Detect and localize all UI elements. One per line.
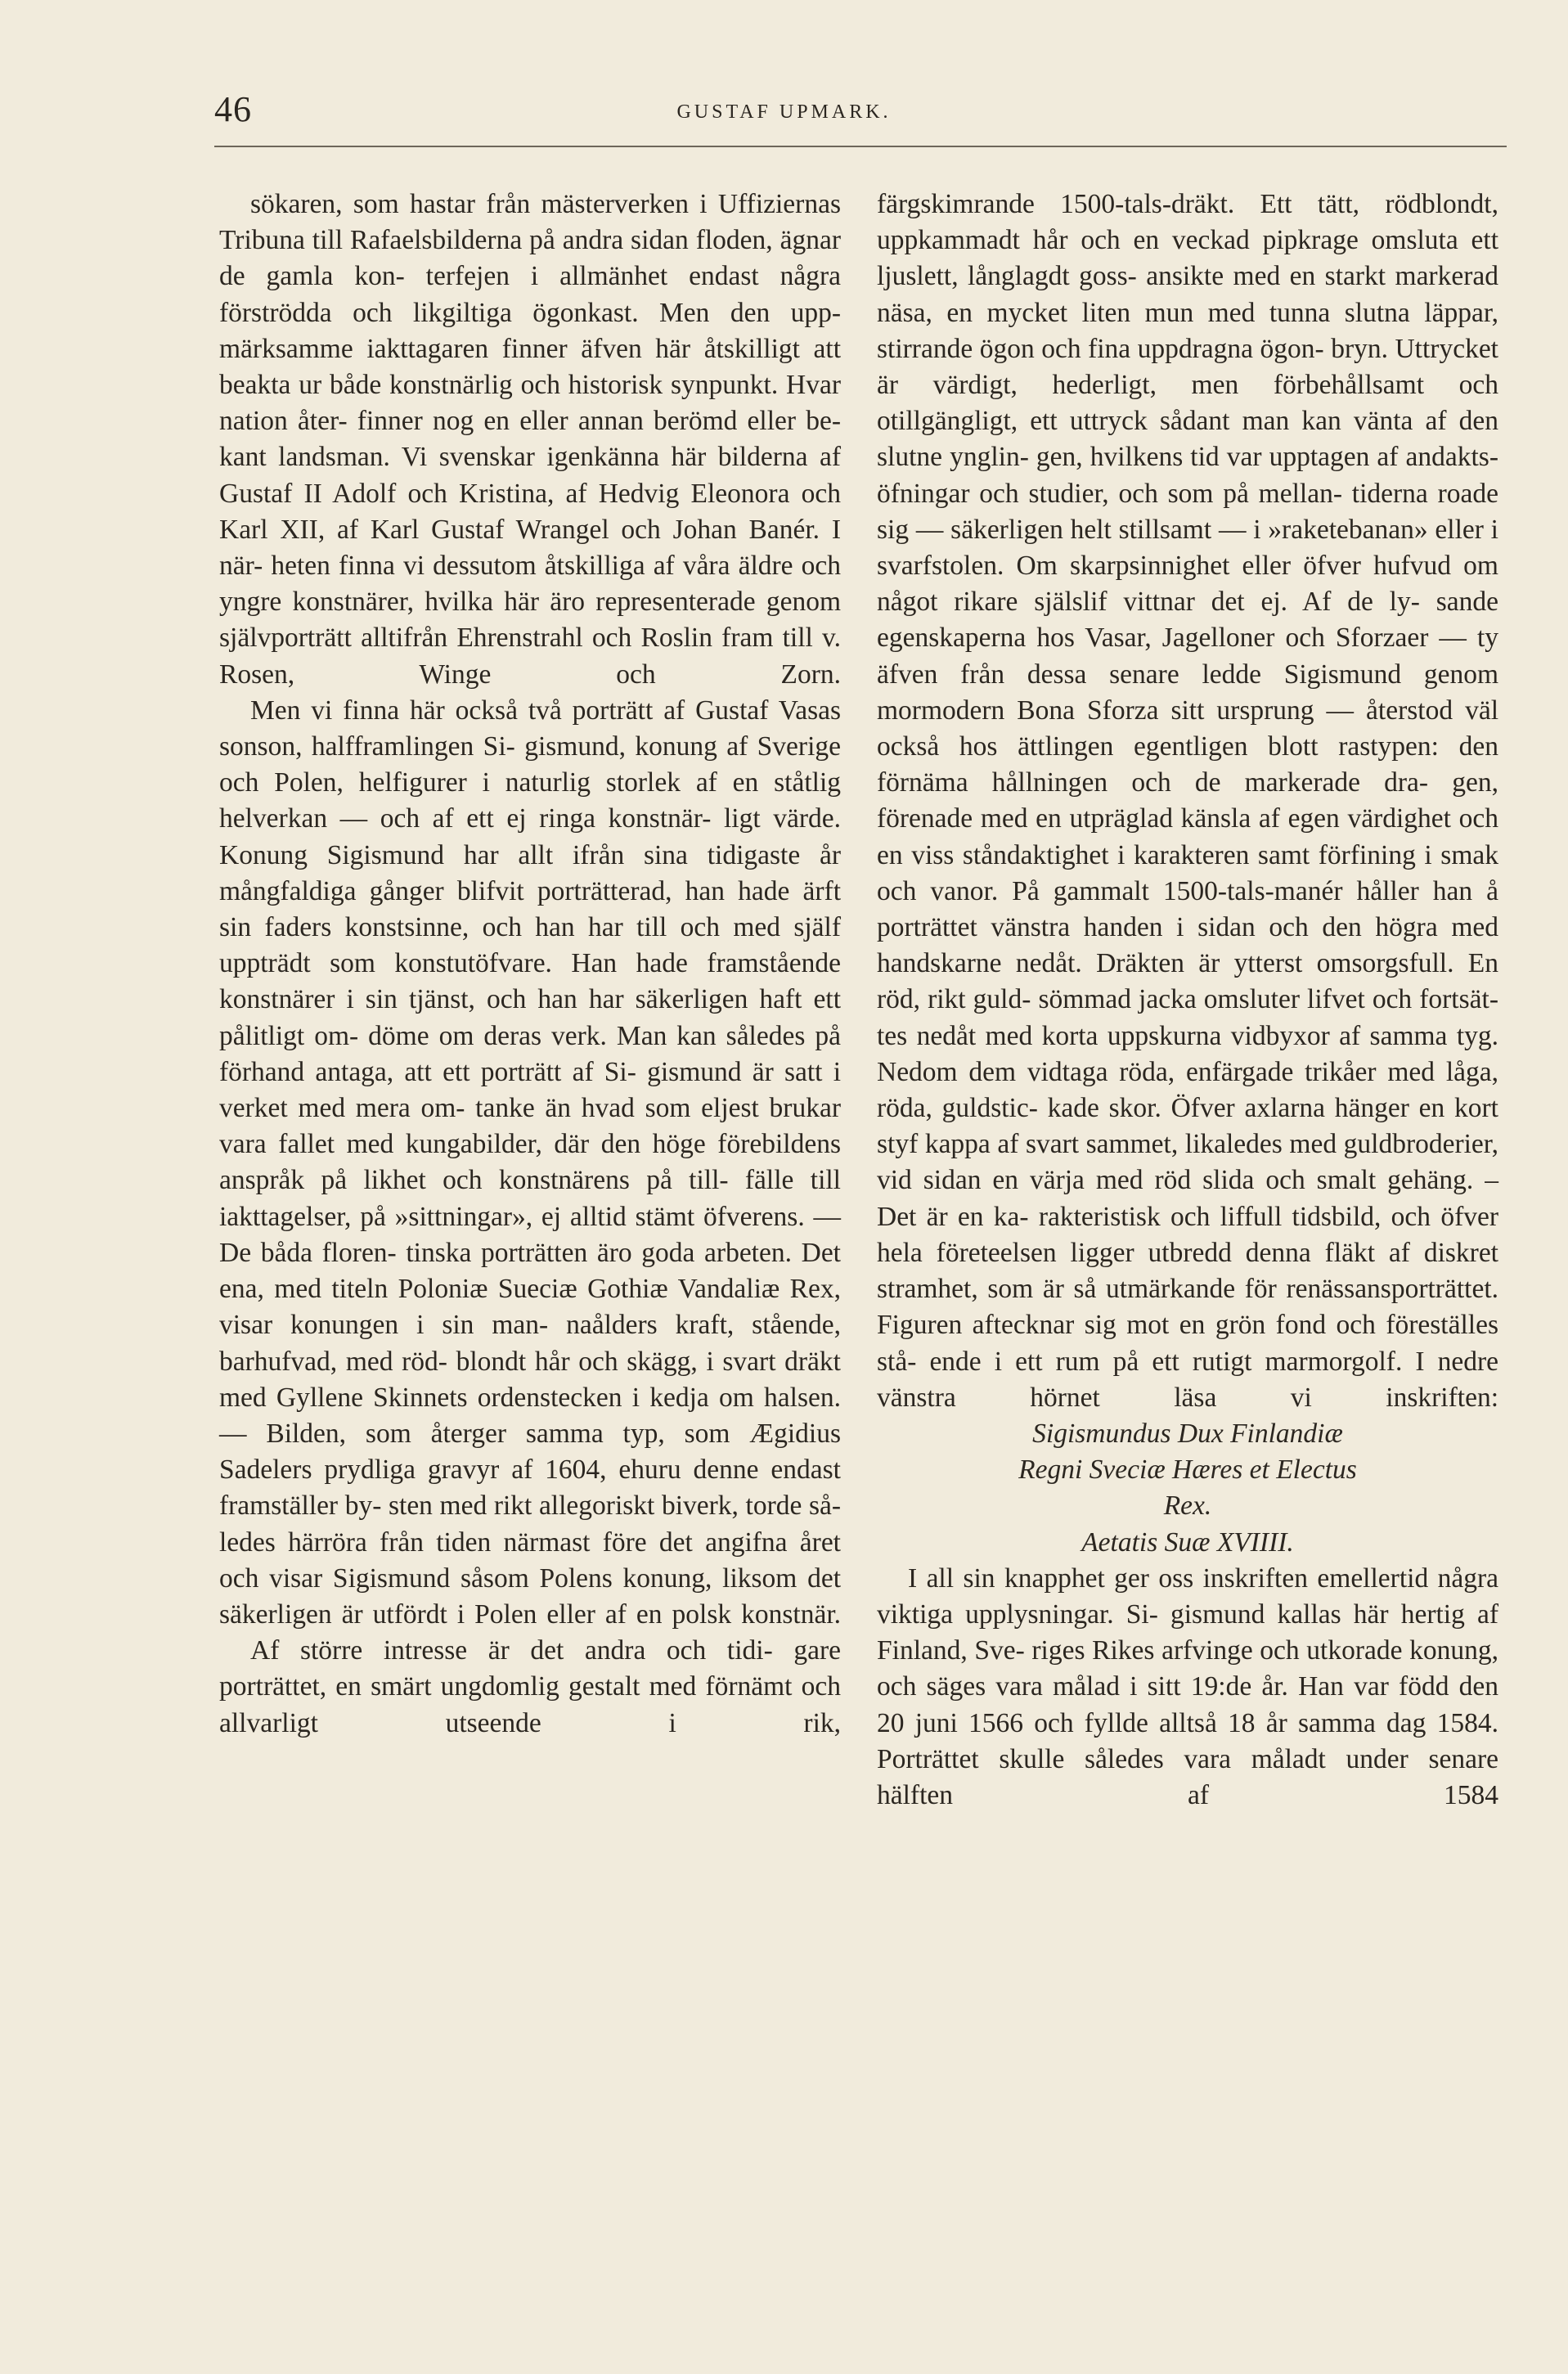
- text-line: den högra med handskarne nedåt. Dräkten: [877, 912, 1498, 979]
- text-line: terfejen i allmänhet endast några förströdda: [219, 261, 841, 328]
- text-line: ledes härröra från tiden närmast före det: [219, 1526, 693, 1558]
- text-line: 1604, ehuru denne endast framställer by-: [219, 1455, 841, 1522]
- text-line: gismund är satt i verket med mera om-: [219, 1056, 841, 1124]
- text-line: åtskilligt att beakta ur både konstnärlig: [219, 333, 842, 401]
- text-line: — i »raketebanan» eller i svarfstolen. Om: [877, 514, 1498, 582]
- text-line: blondt hår och skägg, i svart dräkt med: [219, 1346, 841, 1413]
- text-line: I nedre vänstra hörnet läsa vi inskriften:: [877, 1346, 1499, 1413]
- text-line: anspråk på likhet och konstnärens på till-: [219, 1165, 729, 1196]
- text-line: med kungabilder, där den höge förebildens: [346, 1129, 842, 1160]
- text-line: af Hedvig Eleonora och Karl XII, af Karl: [219, 478, 841, 545]
- right-paragraph-1: [877, 187, 1498, 1416]
- text-line: gen, hvilkens tid var upptagen af andakts-: [1036, 442, 1498, 473]
- text-line: Ehrenstrahl och Roslin fram till v. Rosen,: [219, 623, 842, 690]
- text-line: guldbroderier, vid sidan en värja med röd: [877, 1129, 1498, 1196]
- text-line: halsen. — Bilden, som återger samma typ,: [219, 1382, 841, 1449]
- text-line: märksamme iakttagaren finner äfven här: [219, 333, 691, 364]
- text-line: enfärgade trikåer med låga, röda, guldstic-: [877, 1056, 1498, 1124]
- text-line: tanke än hvad som eljest brukar vara fallet: [219, 1093, 841, 1160]
- text-line: tinska porträtten äro goda arbeten. Det: [406, 1237, 841, 1268]
- text-line: gismund, konung af Sverige och Polen,: [219, 731, 842, 798]
- text-line: öfningar och studier, och som på mellan-: [877, 478, 1342, 509]
- text-line: Sforza sitt ursprung — återstod väl också: [877, 695, 1499, 762]
- text-line: framstående konstnärer i sin tjänst, och: [219, 948, 841, 1015]
- text-line: fälle till iakttagelser, på »sittningar», ej: [219, 1165, 841, 1232]
- text-line: finner nog en eller annan berömd eller be-: [357, 406, 842, 437]
- text-line: andra sidan floden, ägnar de gamla kon-: [219, 225, 842, 292]
- text-line: vanor. På gammalt 1500-tals-manér håller: [930, 875, 1419, 906]
- text-line: alltid stämt öfverens. — De båda floren-: [219, 1201, 842, 1268]
- text-line: konstsinne, och han har till och med själf: [344, 912, 841, 943]
- text-line: tes nedåt med korta uppskurna vidbyxor: [877, 1020, 1330, 1051]
- text-line: Vandaliæ Rex, visar konungen i sin man-: [219, 1274, 841, 1341]
- text-line: helverkan — och af ett ej ringa konstnär-: [219, 803, 712, 834]
- text-line: representerade genom självporträtt alltifrån: [219, 587, 842, 654]
- text-line: Uffiziernas Tribuna till Rafaelsbilderna på: [219, 189, 841, 256]
- text-line: gismund kallas här hertig af Finland, Sve-: [877, 1598, 1499, 1666]
- text-line: han har säkerligen haft ett pålitligt om-: [219, 984, 842, 1051]
- text-line: ansikte med en starkt markerad näsa, en: [877, 261, 1498, 328]
- text-line: förnäma hållningen och de markerade dra-: [877, 767, 1429, 798]
- text-line: samma dag 1584. Porträttet skulle således: [877, 1707, 1498, 1774]
- left-paragraph-1: [219, 187, 841, 693]
- text-line: Men vi finna här också två porträtt: [250, 695, 654, 726]
- text-line: bryn. Uttrycket är värdigt, hederligt, men: [877, 333, 1498, 401]
- text-line: ena, med titeln Poloniæ Sueciæ Gothiæ: [219, 1274, 668, 1305]
- text-line: blifvit porträtterad, han hade ärft sin faders: [219, 875, 842, 943]
- text-line: rödblondt, uppkammadt hår och en veckad: [877, 189, 1498, 256]
- text-line: gare porträttet, en smärt ungdomlig gestalt: [219, 1635, 842, 1702]
- text-line: äldre och yngre konstnärer, hvilka här äro: [219, 551, 842, 618]
- text-line: riges Rikes arfvinge och utkorade konung,: [1031, 1635, 1498, 1666]
- text-line: färgskimrande 1500-tals-dräkt. Ett tätt,: [877, 189, 1360, 219]
- text-line: stirrande ögon och fina uppdragna ögon-: [877, 333, 1324, 364]
- header-rule: [214, 146, 1507, 147]
- text-line: vara måladt under senare hälften af 1584: [877, 1743, 1498, 1810]
- text-line: emellertid några viktiga upplysningar. Si-: [877, 1562, 1498, 1630]
- text-line: uppträdt som konstutöfvare. Han hade: [219, 948, 688, 979]
- right-column: [877, 187, 1498, 1814]
- text-line: af diskret stramhet, som är så utmärkande: [877, 1237, 1498, 1305]
- text-line: Gyllene Skinnets ordenstecken i kedja om: [276, 1382, 754, 1413]
- text-line: egen värdighet och en viss ståndaktighet: [877, 803, 1498, 870]
- text-line: för renässansporträttet. Figuren aftecknar: [877, 1274, 1498, 1341]
- text-line: Winge och Zorn.: [419, 659, 841, 690]
- text-line: kant landsman. Vi svenskar igenkänna här: [219, 442, 707, 473]
- text-line: är ytterst omsorgsfull. En röd, rikt guld-: [877, 948, 1498, 1015]
- text-line: ledde Sigismund genom mormodern Bona: [877, 659, 1498, 726]
- text-line: naålders kraft, stående, barhufvad, med röd-: [219, 1310, 842, 1377]
- text-line: styf kappa af svart sammet, likaledes med: [877, 1129, 1337, 1160]
- text-line: med förnämt och allvarligt utseende i rik,: [219, 1671, 841, 1738]
- left-paragraph-2: [219, 693, 841, 1633]
- text-line: sten med rikt allegoriskt biverk, torde så-: [388, 1490, 842, 1522]
- inscription-line: Sigismundus Dux Finlandiæ: [1032, 1418, 1343, 1449]
- text-line: Gustaf Wrangel och Johan Banér. I när-: [219, 514, 841, 582]
- inscription-line: Regni Sveciæ Hæres et Electus: [1018, 1455, 1357, 1486]
- text-line: angifna året och visar Sigismund såsom: [219, 1526, 841, 1594]
- left-paragraph-3: [219, 1633, 841, 1742]
- text-line: förbehållsamt och otillgängligt, ett uttryck: [877, 370, 1499, 437]
- text-line: i karakteren samt förfining i smak och: [877, 839, 1499, 906]
- text-line: skarpsinnighet eller öfver hufvud om något: [877, 551, 1498, 618]
- text-line: heten finna vi dessutom åtskilliga af våra: [271, 551, 730, 582]
- inscription-line: Rex.: [1163, 1490, 1212, 1522]
- text-line: slida och smalt gehäng. – Det är en ka-: [877, 1165, 1498, 1232]
- text-line: af samma tyg. Nedom dem vidtaga röda,: [877, 1020, 1498, 1087]
- text-line: sökaren, som hastar från mästerverken i: [250, 189, 708, 219]
- running-head: GUSTAF UPMARK.: [676, 101, 892, 123]
- text-line: Polens konung, liksom det säkerligen är: [219, 1562, 842, 1630]
- text-line: sig mot en grön fond och föreställes stå-: [877, 1310, 1498, 1377]
- text-line: hos ättlingen egentligen blott rastypen: den: [959, 731, 1498, 762]
- text-line: af Gustaf Vasas sonson, halfframlingen Si-: [219, 695, 842, 762]
- text-line: sömmad jacka omsluter lifvet och fortsät-: [1038, 984, 1498, 1015]
- text-line: gen, förenade med en utpräglad känsla af: [877, 767, 1499, 834]
- left-column: [219, 187, 841, 1742]
- page-number: 46: [214, 89, 252, 129]
- text-line: helfigurer i naturlig storlek af en ståtlig: [358, 767, 842, 798]
- text-line: född den 20 juni 1566 och fyllde alltså 18 år: [877, 1671, 1498, 1738]
- text-line: rikare själslif vittnar det ej. Af de ly-: [954, 587, 1420, 618]
- text-line: Af större intresse är det andra och tidi-: [250, 1635, 773, 1666]
- text-line: mycket liten mun med tunna slutna läppar,: [986, 297, 1499, 328]
- text-line: ligt värde. Konung Sigismund har allt: [219, 803, 842, 870]
- text-line: ende i ett rum på ett rutigt marmorgolf.: [929, 1346, 1403, 1377]
- text-line: tiderna roade sig — säkerligen helt stillsamt: [877, 478, 1498, 545]
- text-line: kade skor. Öfver axlarna hänger en kort: [1047, 1093, 1498, 1124]
- text-line: I all sin knapphet ger oss inskriften: [908, 1562, 1308, 1594]
- inscription-line: Aetatis Suæ XVIIII.: [1081, 1526, 1294, 1558]
- right-paragraph-2: [877, 1561, 1498, 1814]
- text-line: som Ægidius Sadelers prydliga gravyr af: [219, 1418, 841, 1486]
- inscription: [877, 1416, 1498, 1561]
- text-line: hela företeelsen ligger utbredd denna fläkt: [877, 1237, 1376, 1268]
- text-line: och likgiltiga ögonkast. Men den upp-: [353, 297, 842, 328]
- text-line: utfördt i Polen eller af en polsk konstnär.: [372, 1598, 841, 1630]
- text-line: rakteristisk och liffull tidsbild, och öfver: [1038, 1201, 1498, 1232]
- text-line: pipkrage omsluta ett ljuslett, långlagdt goss-: [877, 225, 1499, 292]
- text-line: och Sforzaer — ty äfven från dessa senare: [877, 623, 1499, 690]
- text-line: på förhand antaga, att ett porträtt af Si-: [219, 1020, 841, 1087]
- text-line: sande egenskaperna hos Vasar, Jagelloner: [877, 587, 1498, 654]
- text-line: döme om deras verk. Man kan således: [368, 1020, 806, 1051]
- text-line: bilderna af Gustaf II Adolf och Kristina,: [219, 442, 841, 509]
- text-line: sådant man kan vänta af den slutne ynglin-: [877, 406, 1498, 473]
- text-line: och säges vara målad i sitt 19:de år. Han var: [877, 1671, 1389, 1702]
- text-line: och historisk synpunkt. Hvar nation åter-: [219, 370, 841, 437]
- text-line: han å porträttet vänstra handen i sidan och: [877, 875, 1499, 943]
- text-line: ifrån sina tidigaste år mångfaldiga gånger: [219, 839, 841, 906]
